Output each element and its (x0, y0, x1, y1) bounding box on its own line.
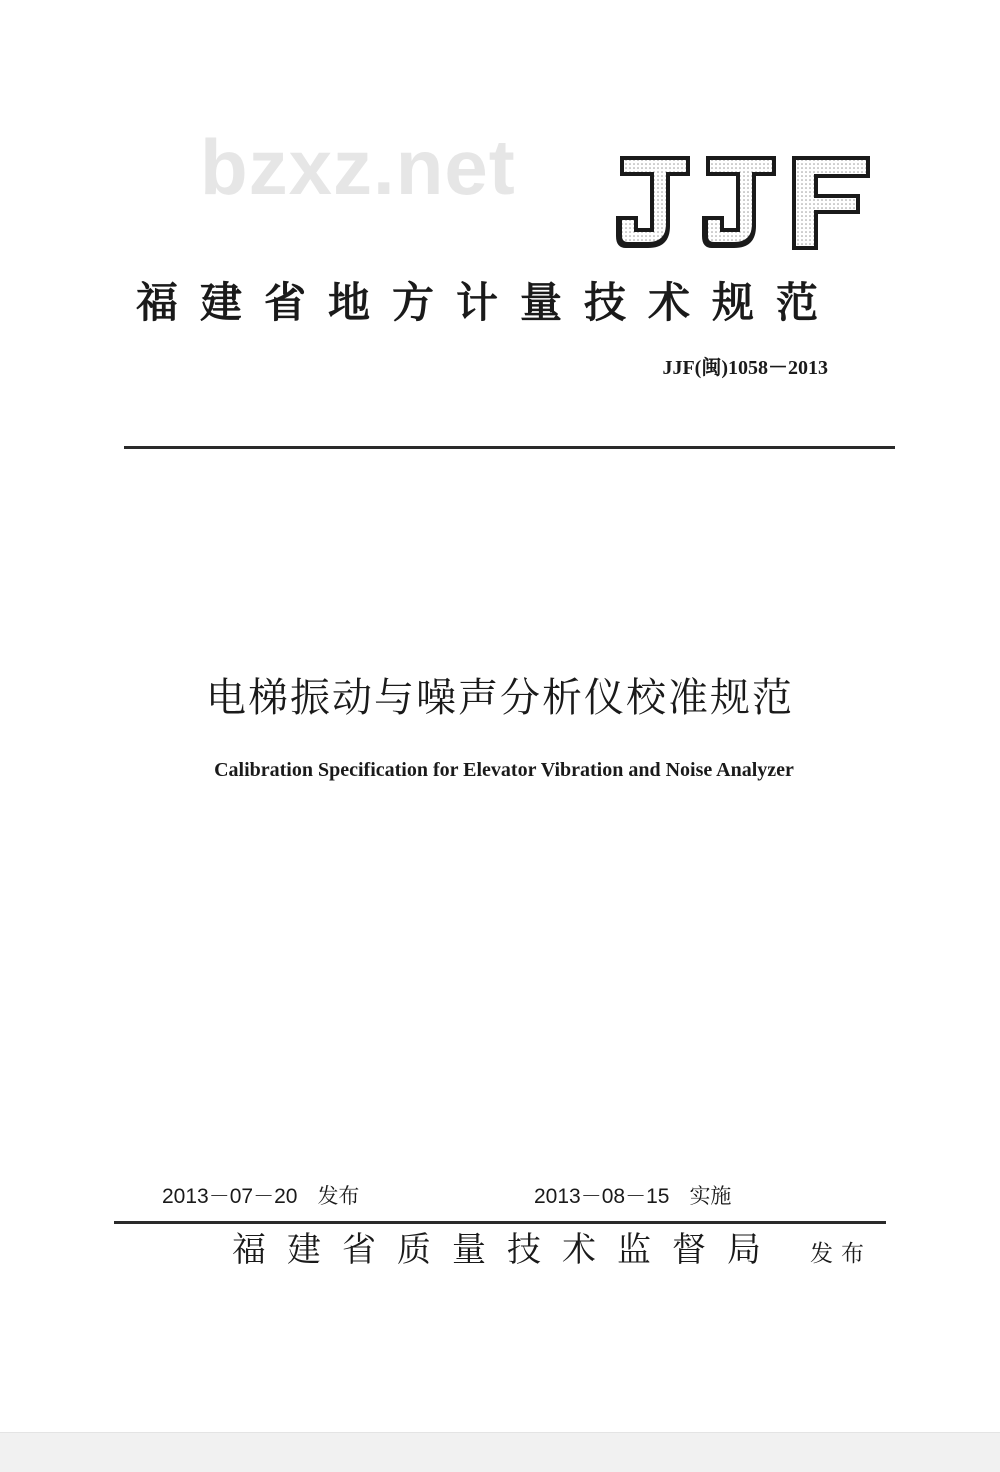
release-date: 2013－07－20 (162, 1185, 298, 1208)
header-divider (124, 446, 895, 449)
title-chinese: 电梯振动与噪声分析仪校准规范 (206, 675, 794, 721)
viewer-bottom-strip (0, 1432, 1000, 1472)
logo-letter-j2 (702, 156, 776, 248)
publisher-suffix: 发布 (810, 1241, 872, 1267)
document-number: JJF(闽)1058－2013 (662, 357, 828, 379)
release-date-block (162, 1184, 359, 1209)
logo-letter-f (792, 156, 870, 250)
effective-date-block (534, 1184, 731, 1209)
logo-letter-j1 (616, 156, 690, 248)
footer-divider (114, 1221, 886, 1224)
watermark-text: bzxz.net (200, 123, 516, 211)
jjf-logo (612, 150, 874, 256)
title-english: Calibration Specification for Elevator Vibration and Noise Analyzer (214, 759, 794, 781)
effective-date: 2013－08－15 (534, 1185, 670, 1208)
effective-label: 实施 (689, 1185, 732, 1208)
publisher-name: 福建省质量技术监督局 (232, 1230, 782, 1270)
release-label: 发布 (317, 1185, 360, 1208)
issuing-standard-type: 福建省地方计量技术规范 (136, 278, 841, 327)
